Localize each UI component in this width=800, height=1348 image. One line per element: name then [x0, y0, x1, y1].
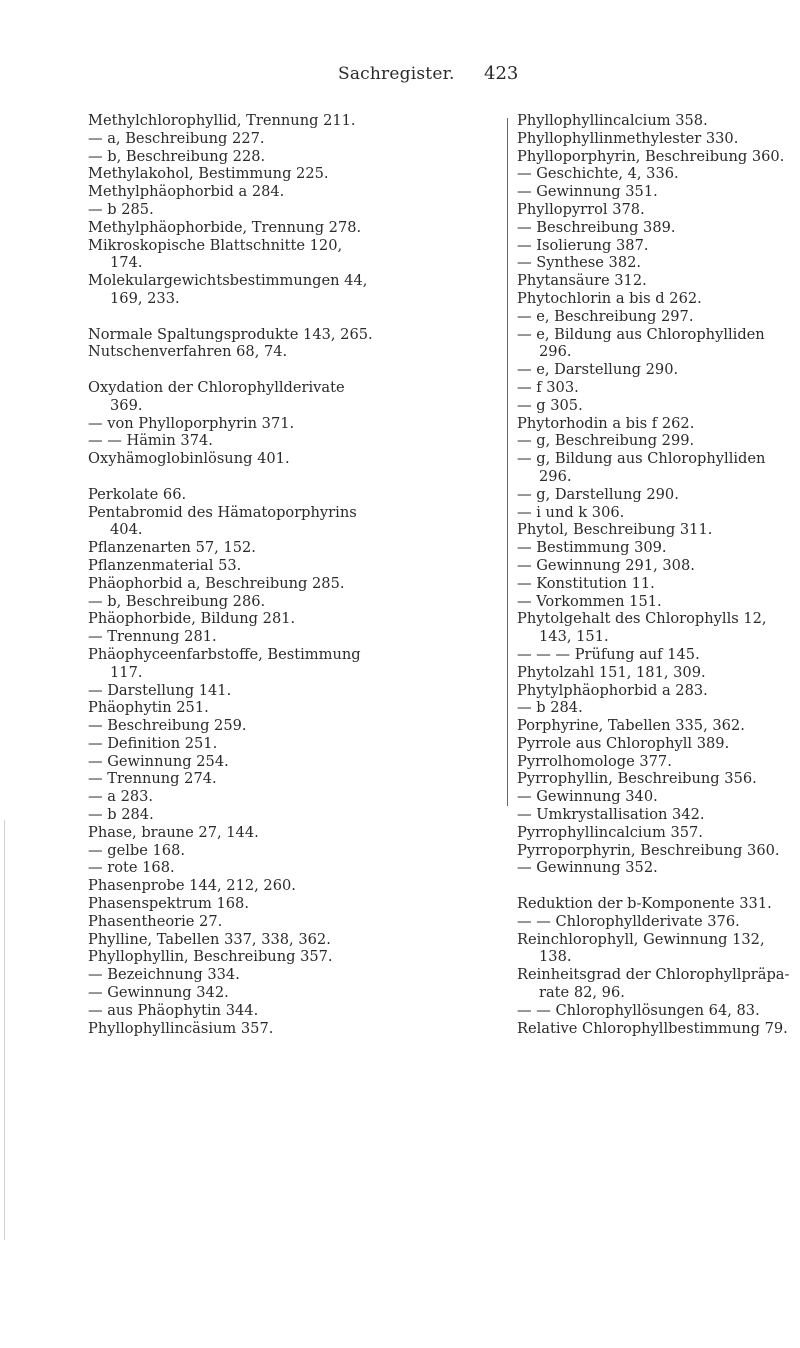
index-entry: Phyllophyllincalcium 358. [517, 112, 708, 129]
section-gap [88, 361, 498, 379]
index-entry: — f 303. [517, 378, 579, 396]
index-entry: — Isolierung 387. [517, 236, 649, 254]
index-entry: — Vorkommen 151. [517, 592, 662, 610]
index-entry: Phasentheorie 27. [88, 912, 223, 930]
index-entry: Pyrrolhomologe 377. [517, 752, 672, 770]
index-entry: Phytolzahl 151, 181, 309. [517, 663, 706, 681]
index-entry: — a 283. [88, 788, 154, 806]
index-entry: Methylphäophorbid a 284. [88, 183, 285, 201]
index-entry: Phytansäure 312. [517, 272, 647, 290]
index-entry: — g, Bildung aus Chlorophylliden [517, 450, 766, 468]
page-edge-shadow [4, 820, 5, 1240]
index-entry-continuation: 143, 151. [539, 628, 609, 646]
index-entry-continuation: 117. [110, 663, 143, 681]
page-number: 423 [484, 63, 519, 84]
index-entry: Phäophorbid a, Beschreibung 285. [88, 574, 345, 592]
index-entry: Phäophytin 251. [88, 699, 209, 717]
index-entry: Reinheitsgrad der Chlorophyllpräpa- [517, 966, 790, 984]
index-entry: — von Phylloporphyrin 371. [88, 414, 295, 432]
index-entry: — b 285. [88, 200, 154, 218]
index-entry: Methylchlorophyllid, Trennung 211. [88, 112, 356, 129]
index-column-left [88, 112, 498, 1037]
index-entry: Nutschenverfahren 68, 74. [88, 343, 288, 361]
index-entry: Pyrrophyllincalcium 357. [517, 823, 703, 841]
index-entry-continuation: 404. [110, 521, 143, 539]
index-entry: Phylline, Tabellen 337, 338, 362. [88, 930, 331, 948]
index-entry: Pyrrole aus Chlorophyll 389. [517, 734, 730, 752]
index-entry: Mikroskopische Blattschnitte 120, [88, 236, 343, 254]
index-entry: Phytol, Beschreibung 311. [517, 521, 713, 539]
index-entry: — b, Beschreibung 228. [88, 147, 266, 165]
index-entry: Pyrroporphyrin, Beschreibung 360. [517, 841, 780, 859]
index-entry: Phyllophyllin, Beschreibung 357. [88, 948, 333, 966]
index-entry: Perkolate 66. [88, 485, 187, 503]
index-entry: — Definition 251. [88, 734, 218, 752]
index-entry: — gelbe 168. [88, 841, 185, 859]
index-entry: Phase, braune 27, 144. [88, 823, 259, 841]
index-entry: Phyllophyllincäsium 357. [88, 1019, 274, 1037]
index-entry-continuation: 296. [539, 343, 572, 361]
index-entry: — Gewinnung 342. [88, 984, 229, 1002]
index-entry: — Geschichte, 4, 336. [517, 165, 679, 183]
index-entry: — Bezeichnung 334. [88, 966, 240, 984]
index-column-right [517, 112, 800, 1037]
index-entry: — Gewinnung 254. [88, 752, 229, 770]
index-entry: Reduktion der b-Komponente 331. [517, 895, 772, 913]
page-header [0, 64, 800, 94]
index-entry: Phytylphäophorbid a 283. [517, 681, 708, 699]
index-entry: Pyrrophyllin, Beschreibung 356. [517, 770, 757, 788]
index-entry: — e, Beschreibung 297. [517, 307, 694, 325]
index-entry: — Gewinnung 351. [517, 183, 658, 201]
index-entry: Phytorhodin a bis f 262. [517, 414, 695, 432]
index-entry: — — Chlorophyllösungen 64, 83. [517, 1001, 760, 1019]
index-entry: Phyllopyrrol 378. [517, 200, 645, 218]
index-entry: Pentabromid des Hämatoporphyrins [88, 503, 357, 521]
index-entry: Normale Spaltungsprodukte 143, 265. [88, 325, 373, 343]
index-entry: — Beschreibung 389. [517, 218, 676, 236]
index-entry: Phyllophyllinmethylester 330. [517, 129, 739, 147]
section-gap [517, 877, 800, 895]
index-entry-continuation: 296. [539, 467, 572, 485]
index-entry: — g 305. [517, 396, 583, 414]
index-entry-continuation: rate 82, 96. [539, 984, 625, 1002]
index-entry: — — Chlorophyllderivate 376. [517, 912, 740, 930]
index-entry: Pflanzenmaterial 53. [88, 556, 242, 574]
index-entry: — Darstellung 141. [88, 681, 232, 699]
index-entry: Oxyhämoglobinlösung 401. [88, 450, 290, 468]
index-entry: — Gewinnung 352. [517, 859, 658, 877]
index-entry: Phäophyceenfarbstoffe, Bestimmung [88, 645, 361, 663]
index-entry: Phasenspektrum 168. [88, 895, 249, 913]
index-entry: — Gewinnung 340. [517, 788, 658, 806]
index-entry: — b 284. [88, 806, 154, 824]
index-entry: — Trennung 281. [88, 628, 217, 646]
index-entry: — e, Bildung aus Chlorophylliden [517, 325, 765, 343]
index-entry: — Beschreibung 259. [88, 717, 247, 735]
index-entry: Relative Chlorophyllbestimmung 79. [517, 1019, 788, 1037]
index-entry: Phäophorbide, Bildung 281. [88, 610, 296, 628]
index-entry: — b 284. [517, 699, 583, 717]
index-entry: — aus Phäophytin 344. [88, 1001, 259, 1019]
index-entry: Methylphäophorbide, Trennung 278. [88, 218, 362, 236]
index-entry: Pflanzenarten 57, 152. [88, 539, 256, 557]
index-entry-continuation: 369. [110, 396, 143, 414]
index-entry: Reinchlorophyll, Gewinnung 132, [517, 930, 765, 948]
section-gap [88, 308, 498, 326]
index-entry-continuation: 138. [539, 948, 572, 966]
running-title: Sachregister. [338, 64, 455, 84]
index-entry: Oxydation der Chlorophyllderivate [88, 378, 345, 396]
index-entry: — — — Prüfung auf 145. [517, 645, 700, 663]
section-gap [88, 468, 498, 486]
index-entry: Phytolgehalt des Chlorophylls 12, [517, 610, 767, 628]
index-entry: Phylloporphyrin, Beschreibung 360. [517, 147, 785, 165]
index-entry: — g, Beschreibung 299. [517, 432, 695, 450]
index-entry: — rote 168. [88, 859, 175, 877]
index-entry: Porphyrine, Tabellen 335, 362. [517, 717, 745, 735]
index-entry: — Synthese 382. [517, 254, 642, 272]
index-entry: — a, Beschreibung 227. [88, 129, 265, 147]
column-divider [507, 118, 508, 806]
index-entry: — Trennung 274. [88, 770, 217, 788]
index-entry: Phasenprobe 144, 212, 260. [88, 877, 296, 895]
index-entry-continuation: 174. [110, 254, 143, 272]
index-entry: Methylakohol, Bestimmung 225. [88, 165, 329, 183]
index-entry: — b, Beschreibung 286. [88, 592, 266, 610]
index-entry: — i und k 306. [517, 503, 625, 521]
index-entry: — — Hämin 374. [88, 432, 213, 450]
index-entry: Phytochlorin a bis d 262. [517, 289, 702, 307]
index-entry: Molekulargewichtsbestimmungen 44, [88, 272, 368, 290]
index-entry: — Umkrystallisation 342. [517, 806, 705, 824]
index-entry: — Konstitution 11. [517, 574, 655, 592]
index-entry: — Gewinnung 291, 308. [517, 556, 695, 574]
index-entry-continuation: 169, 233. [110, 289, 180, 307]
index-entry: — e, Darstellung 290. [517, 361, 679, 379]
index-entry: — Bestimmung 309. [517, 539, 667, 557]
index-entry: — g, Darstellung 290. [517, 485, 679, 503]
